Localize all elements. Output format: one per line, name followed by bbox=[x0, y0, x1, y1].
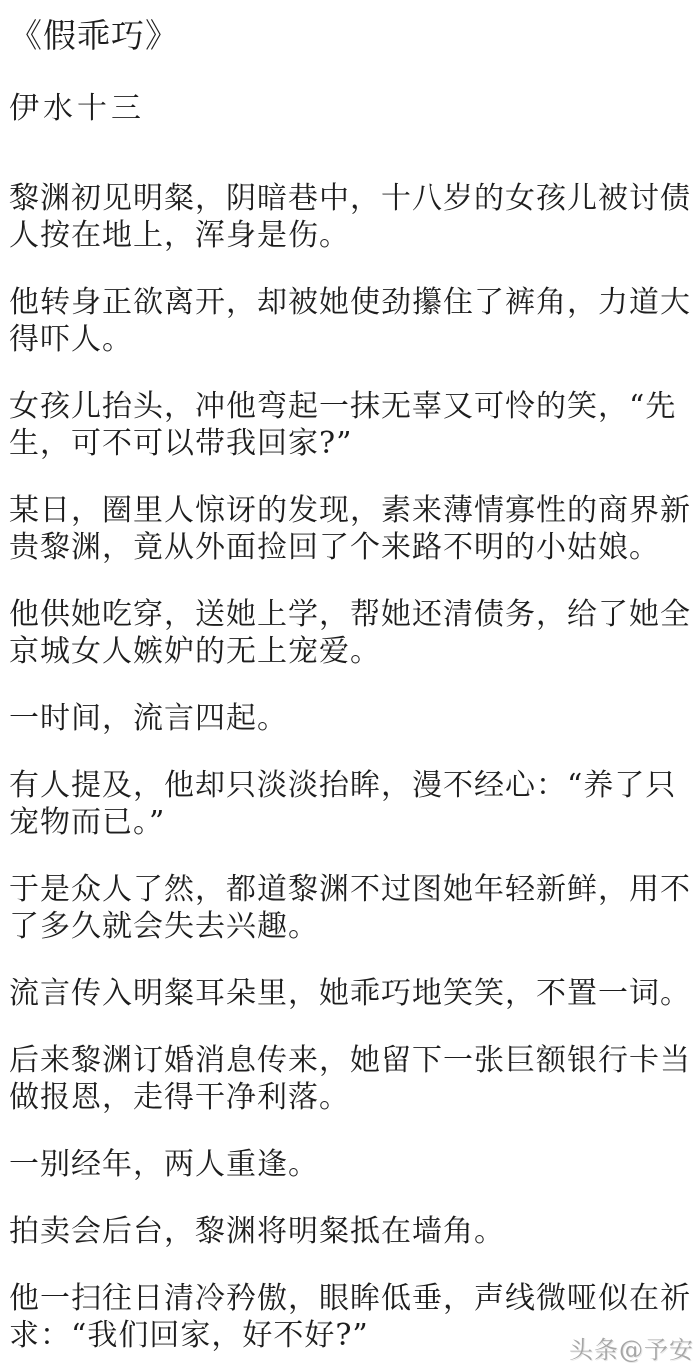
paragraph: 于是众人了然，都道黎渊不过图她年轻新鲜，用不了多久就会失去兴趣。 bbox=[9, 872, 691, 944]
paragraph: 后来黎渊订婚消息传来，她留下一张巨额银行卡当做报恩，走得干净利落。 bbox=[9, 1043, 691, 1115]
page-title: 《假乖巧》 bbox=[9, 16, 179, 55]
paragraph: 他一扫往日清冷矜傲，眼眸低垂，声线微哑似在祈求：“我们回家，好不好?” bbox=[9, 1281, 691, 1353]
paragraph: 一时间，流言四起。 bbox=[9, 701, 288, 736]
author-name: 伊水十三 bbox=[9, 91, 145, 126]
watermark: 头条@予安 bbox=[569, 1336, 694, 1364]
paragraph: 一别经年，两人重逢。 bbox=[9, 1147, 319, 1182]
paragraph: 流言传入明粲耳朵里，她乖巧地笑笑，不置一词。 bbox=[9, 976, 691, 1011]
paragraph: 黎渊初见明粲，阴暗巷中，十八岁的女孩儿被讨债人按在地上，浑身是伤。 bbox=[9, 181, 691, 253]
story-body bbox=[9, 180, 692, 1354]
paragraph: 女孩儿抬头，冲他弯起一抹无辜又可怜的笑，“先生，可不可以带我回家?” bbox=[9, 389, 677, 461]
paragraph: 某日，圈里人惊讶的发现，素来薄情寡性的商界新贵黎渊，竟从外面捡回了个来路不明的小姑娘。 bbox=[9, 493, 691, 565]
paragraph: 他供她吃穿，送她上学，帮她还清债务，给了她全京城女人嫉妒的无上宠爱。 bbox=[9, 597, 691, 669]
paragraph: 他转身正欲离开，却被她使劲攥住了裤角，力道大得吓人。 bbox=[9, 285, 691, 357]
paragraph: 拍卖会后台，黎渊将明粲抵在墙角。 bbox=[9, 1214, 505, 1249]
paragraph: 有人提及，他却只淡淡抬眸，漫不经心：“养了只宠物而已。” bbox=[9, 768, 677, 840]
